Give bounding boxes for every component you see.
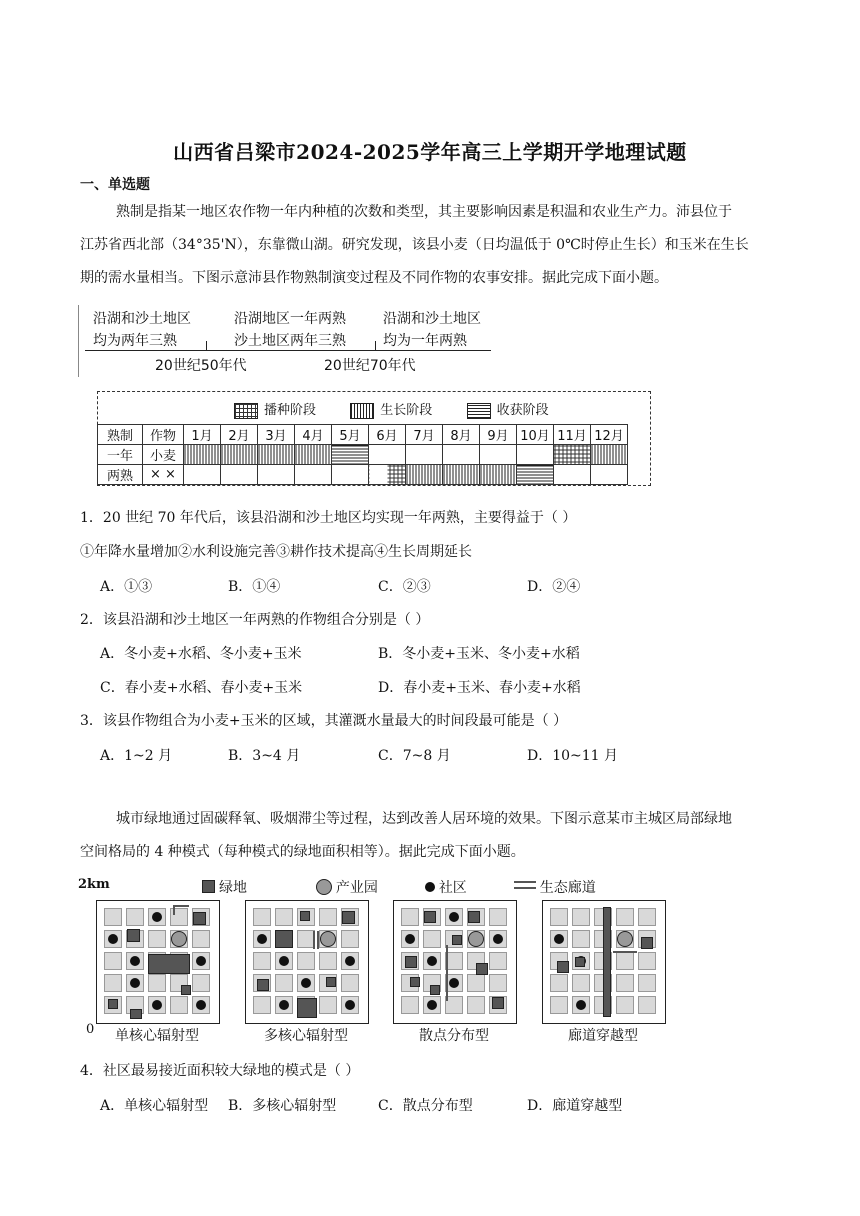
block-cell <box>341 974 359 992</box>
block-cell <box>467 996 485 1014</box>
header-month: 6月 <box>369 425 406 445</box>
system-label-2: 两熟 <box>98 465 143 485</box>
q3-option-c[interactable]: C．7~8 月 <box>378 748 451 764</box>
timeline-axis <box>85 350 491 351</box>
block-cell <box>148 930 166 948</box>
block-cell <box>319 952 337 970</box>
green-space <box>603 907 611 1017</box>
industrial-park-icon <box>316 879 332 895</box>
community-dot <box>301 978 311 988</box>
q4-option-b[interactable]: B．多核心辐射型 <box>228 1098 337 1114</box>
header-month: 10月 <box>517 425 554 445</box>
timeline-era-2: 20世纪70年代 <box>324 358 416 374</box>
green-space <box>148 954 190 974</box>
green-space <box>468 911 480 923</box>
block-cell <box>319 996 337 1014</box>
block-cell <box>550 974 568 992</box>
green-space <box>492 997 504 1009</box>
timeline-tick-2 <box>375 341 376 351</box>
block-cell <box>104 908 122 926</box>
panel-label-scattered: 散点分布型 <box>419 1028 489 1044</box>
block-cell <box>616 996 634 1014</box>
empty-cell <box>406 445 443 465</box>
green-space <box>430 985 440 995</box>
community-dot <box>196 1000 206 1010</box>
empty-cell <box>184 465 221 485</box>
empty-cell <box>332 465 369 485</box>
pattern-panel-single-core <box>96 900 220 1024</box>
green-space <box>130 1009 142 1019</box>
community-dot <box>345 956 355 966</box>
industrial-park <box>320 931 336 947</box>
second-crop-harvest <box>517 465 554 485</box>
green-space <box>557 961 569 973</box>
community-dot <box>493 934 503 944</box>
header-crop: 作物 <box>143 425 184 445</box>
passage-2 <box>80 803 780 869</box>
header-month: 5月 <box>332 425 369 445</box>
block-cell <box>253 908 271 926</box>
q1-option-b[interactable]: B．①④ <box>228 579 281 595</box>
block-cell <box>550 908 568 926</box>
green-space <box>127 929 140 942</box>
block-cell <box>638 952 656 970</box>
green-space <box>452 935 462 945</box>
block-cell <box>616 952 634 970</box>
community-dot <box>345 1000 355 1010</box>
empty-cell <box>221 465 258 485</box>
legend-sowing: 播种阶段 <box>264 403 317 418</box>
header-month: 7月 <box>406 425 443 445</box>
community-dot <box>405 934 415 944</box>
empty-cell <box>295 465 332 485</box>
green-space <box>575 957 585 967</box>
system-label-1: 一年 <box>98 445 143 465</box>
legend-community: 社区 <box>438 880 467 896</box>
q4-option-a[interactable]: A．单核心辐射型 <box>100 1098 209 1114</box>
crop-wheat: 小麦 <box>143 445 184 465</box>
q2-option-b[interactable]: B．冬小麦+玉米、冬小麦+水稻 <box>378 646 580 662</box>
timeline-tick-1 <box>206 341 207 351</box>
q2-option-c[interactable]: C．春小麦+水稻、春小麦+玉米 <box>100 680 303 696</box>
header-month: 2月 <box>221 425 258 445</box>
crop-calendar-table <box>97 424 628 485</box>
timeline-stage-1-line-1: 沿湖和沙土地区 <box>93 311 191 327</box>
question-1-stem: 1．20 世纪 70 年代后，该县沿湖和沙土地区均实现一年两熟，主要得益于（ ） <box>80 510 577 526</box>
block-cell <box>275 974 293 992</box>
wheat-growing <box>295 445 332 465</box>
q4-option-c[interactable]: C．散点分布型 <box>378 1098 473 1114</box>
question-2-stem: 2．该县沿湖和沙土地区一年两熟的作物组合分别是（ ） <box>80 612 430 628</box>
second-crop-growing <box>406 465 443 485</box>
community-dot <box>576 1000 586 1010</box>
ecological-corridor <box>173 905 189 907</box>
block-cell <box>423 930 441 948</box>
passage-1-line-3: 期的需水量相当。下图示意沛县作物熟制演变过程及不同作物的农事安排。据此完成下面小题。 <box>80 270 668 286</box>
crop-row-second <box>98 465 628 485</box>
pattern-panel-multi-core <box>245 900 369 1024</box>
header-month: 3月 <box>258 425 295 445</box>
q3-option-d[interactable]: D．10~11 月 <box>527 748 619 764</box>
block-cell <box>104 974 122 992</box>
block-cell <box>572 930 590 948</box>
passage-2-line-2: 空间格局的 4 种模式（每种模式的绿地面积相等）。据此完成下面小题。 <box>80 844 525 860</box>
timeline-stage-1-line-2: 均为两年三熟 <box>93 333 177 349</box>
harvest-swatch <box>467 403 491 419</box>
q3-option-b[interactable]: B．3~4 月 <box>228 748 301 764</box>
question-1-items: ①年降水量增加②水利设施完善③耕作技术提高④生长周期延长 <box>80 544 472 560</box>
crop-calendar-legend <box>234 399 549 419</box>
block-cell <box>341 930 359 948</box>
second-crop-growing <box>480 465 517 485</box>
green-space-icon <box>202 880 215 893</box>
ecological-corridor <box>317 931 319 949</box>
wheat-sowing <box>554 445 591 465</box>
block-cell <box>104 952 122 970</box>
block-cell <box>170 996 188 1014</box>
legend-harvest: 收获阶段 <box>496 403 549 418</box>
farming-system-timeline <box>78 305 499 377</box>
legend-green-space: 绿地 <box>219 880 247 896</box>
timeline-stage-2-line-2: 沙土地区两年三熟 <box>234 333 346 349</box>
crop-calendar-header-row <box>98 425 628 445</box>
timeline-stage-3-line-2: 均为一年两熟 <box>383 333 467 349</box>
block-cell <box>192 974 210 992</box>
industrial-park <box>617 931 633 947</box>
green-space <box>405 956 417 968</box>
green-space <box>342 911 355 924</box>
corridor-icon <box>514 881 536 889</box>
community-dot <box>449 912 459 922</box>
q4-option-d[interactable]: D．廊道穿越型 <box>527 1098 623 1114</box>
block-cell <box>126 908 144 926</box>
community-dot <box>130 978 140 988</box>
industrial-park <box>468 931 484 947</box>
header-month: 8月 <box>443 425 480 445</box>
page-title: 山西省吕梁市2024-2025学年高三上学期开学地理试题 <box>173 140 687 164</box>
q1-option-c[interactable]: C．②③ <box>378 579 431 595</box>
header-month: 11月 <box>554 425 591 445</box>
green-space <box>193 912 206 925</box>
community-icon <box>425 882 435 892</box>
crop-row-wheat <box>98 445 628 465</box>
community-dot <box>279 1000 289 1010</box>
panel-label-single-core: 单核心辐射型 <box>115 1028 199 1044</box>
block-cell <box>148 974 166 992</box>
block-cell <box>489 908 507 926</box>
wheat-harvest <box>332 445 369 465</box>
community-dot <box>279 956 289 966</box>
community-dot <box>257 934 267 944</box>
second-crop-growing <box>443 465 480 485</box>
community-dot <box>130 956 140 966</box>
wheat-growing <box>591 445 628 465</box>
green-space <box>108 999 118 1009</box>
wheat-growing <box>258 445 295 465</box>
block-cell <box>550 996 568 1014</box>
community-dot <box>449 978 459 988</box>
legend-corridor: 生态廊道 <box>539 880 596 896</box>
ecological-corridor <box>313 931 315 949</box>
block-cell <box>638 908 656 926</box>
header-month: 12月 <box>591 425 628 445</box>
block-cell <box>275 908 293 926</box>
green-space <box>476 963 488 975</box>
community-dot <box>108 934 118 944</box>
q2-option-a[interactable]: A．冬小麦+水稻、冬小麦+玉米 <box>100 646 302 662</box>
green-space <box>297 998 317 1018</box>
green-space <box>424 911 436 923</box>
question-3-stem: 3．该县作物组合为小麦+玉米的区域，其灌溉水量最大的时间段最可能是（ ） <box>80 713 568 729</box>
block-cell <box>638 996 656 1014</box>
empty-cell <box>480 445 517 465</box>
scale-top-label: 2km <box>78 877 110 892</box>
community-dot <box>196 956 206 966</box>
community-dot <box>152 912 162 922</box>
ecological-corridor <box>613 951 637 953</box>
block-cell <box>319 908 337 926</box>
empty-cell <box>258 465 295 485</box>
green-space <box>257 979 269 991</box>
passage-1 <box>80 196 780 295</box>
map-legend <box>202 877 596 897</box>
block-cell <box>401 908 419 926</box>
empty-cell <box>517 445 554 465</box>
industrial-park <box>171 931 187 947</box>
header-month: 1月 <box>184 425 221 445</box>
header-month: 4月 <box>295 425 332 445</box>
question-4-stem: 4．社区最易接近面积较大绿地的模式是（ ） <box>80 1063 360 1079</box>
sowing-swatch <box>234 403 258 419</box>
timeline-era-1: 20世纪50年代 <box>155 358 247 374</box>
block-cell <box>253 952 271 970</box>
passage-1-line-2: 江苏省西北部（34°35'N），东靠微山湖。研究发现，该县小麦（日均温低于 0℃时停止生长）和玉米在生长 <box>80 237 749 253</box>
block-cell <box>572 974 590 992</box>
header-system: 熟制 <box>98 425 143 445</box>
panel-label-corridor: 廊道穿越型 <box>568 1028 638 1044</box>
block-cell <box>192 930 210 948</box>
community-dot <box>427 1000 437 1010</box>
empty-cell <box>591 465 628 485</box>
community-dot <box>152 1000 162 1010</box>
wheat-growing <box>221 445 258 465</box>
empty-cell <box>369 445 406 465</box>
green-space <box>181 985 191 995</box>
q1-option-d[interactable]: D．②④ <box>527 579 581 595</box>
header-month: 9月 <box>480 425 517 445</box>
block-cell <box>401 996 419 1014</box>
block-cell <box>489 974 507 992</box>
wheat-growing <box>184 445 221 465</box>
block-cell <box>616 974 634 992</box>
q2-option-d[interactable]: D．春小麦+玉米、春小麦+水稻 <box>378 680 581 696</box>
block-cell <box>572 908 590 926</box>
block-cell <box>467 974 485 992</box>
panel-label-multi-core: 多核心辐射型 <box>264 1028 348 1044</box>
legend-growing: 生长阶段 <box>380 403 433 418</box>
green-space <box>410 977 420 987</box>
second-crop-sowing <box>369 465 406 485</box>
crop-unknown: × × <box>143 465 184 485</box>
section-heading: 一、单选题 <box>80 177 150 193</box>
empty-cell <box>554 465 591 485</box>
green-space <box>326 977 336 987</box>
scale-bottom-label: 0 <box>86 1022 95 1037</box>
empty-cell <box>443 445 480 465</box>
legend-industrial-park: 产业园 <box>335 880 378 896</box>
community-dot <box>427 956 437 966</box>
block-cell <box>489 952 507 970</box>
passage-2-line-1: 城市绿地通过固碳释氧、吸烟滞尘等过程，达到改善人居环境的效果。下图示意某市主城区局部绿地 <box>116 811 732 827</box>
growing-swatch <box>350 403 374 419</box>
block-cell <box>253 996 271 1014</box>
block-cell <box>297 952 315 970</box>
pattern-panel-scattered <box>393 900 517 1024</box>
timeline-stage-3-line-1: 沿湖和沙土地区 <box>383 311 481 327</box>
green-space <box>641 937 653 949</box>
green-space <box>300 911 310 921</box>
timeline-stage-2-line-1: 沿湖地区一年两熟 <box>234 311 346 327</box>
ecological-corridor <box>446 945 448 1001</box>
community-dot <box>554 934 564 944</box>
pattern-panel-corridor <box>542 900 666 1024</box>
block-cell <box>616 908 634 926</box>
block-cell <box>638 974 656 992</box>
green-space <box>275 930 293 948</box>
passage-1-line-1: 熟制是指某一地区农作物一年内种植的次数和类型，其主要影响因素是积温和农业生产力。沛县位于 <box>116 204 732 220</box>
q1-option-a[interactable]: A．①③ <box>100 579 153 595</box>
q3-option-a[interactable]: A．1~2 月 <box>100 748 173 764</box>
